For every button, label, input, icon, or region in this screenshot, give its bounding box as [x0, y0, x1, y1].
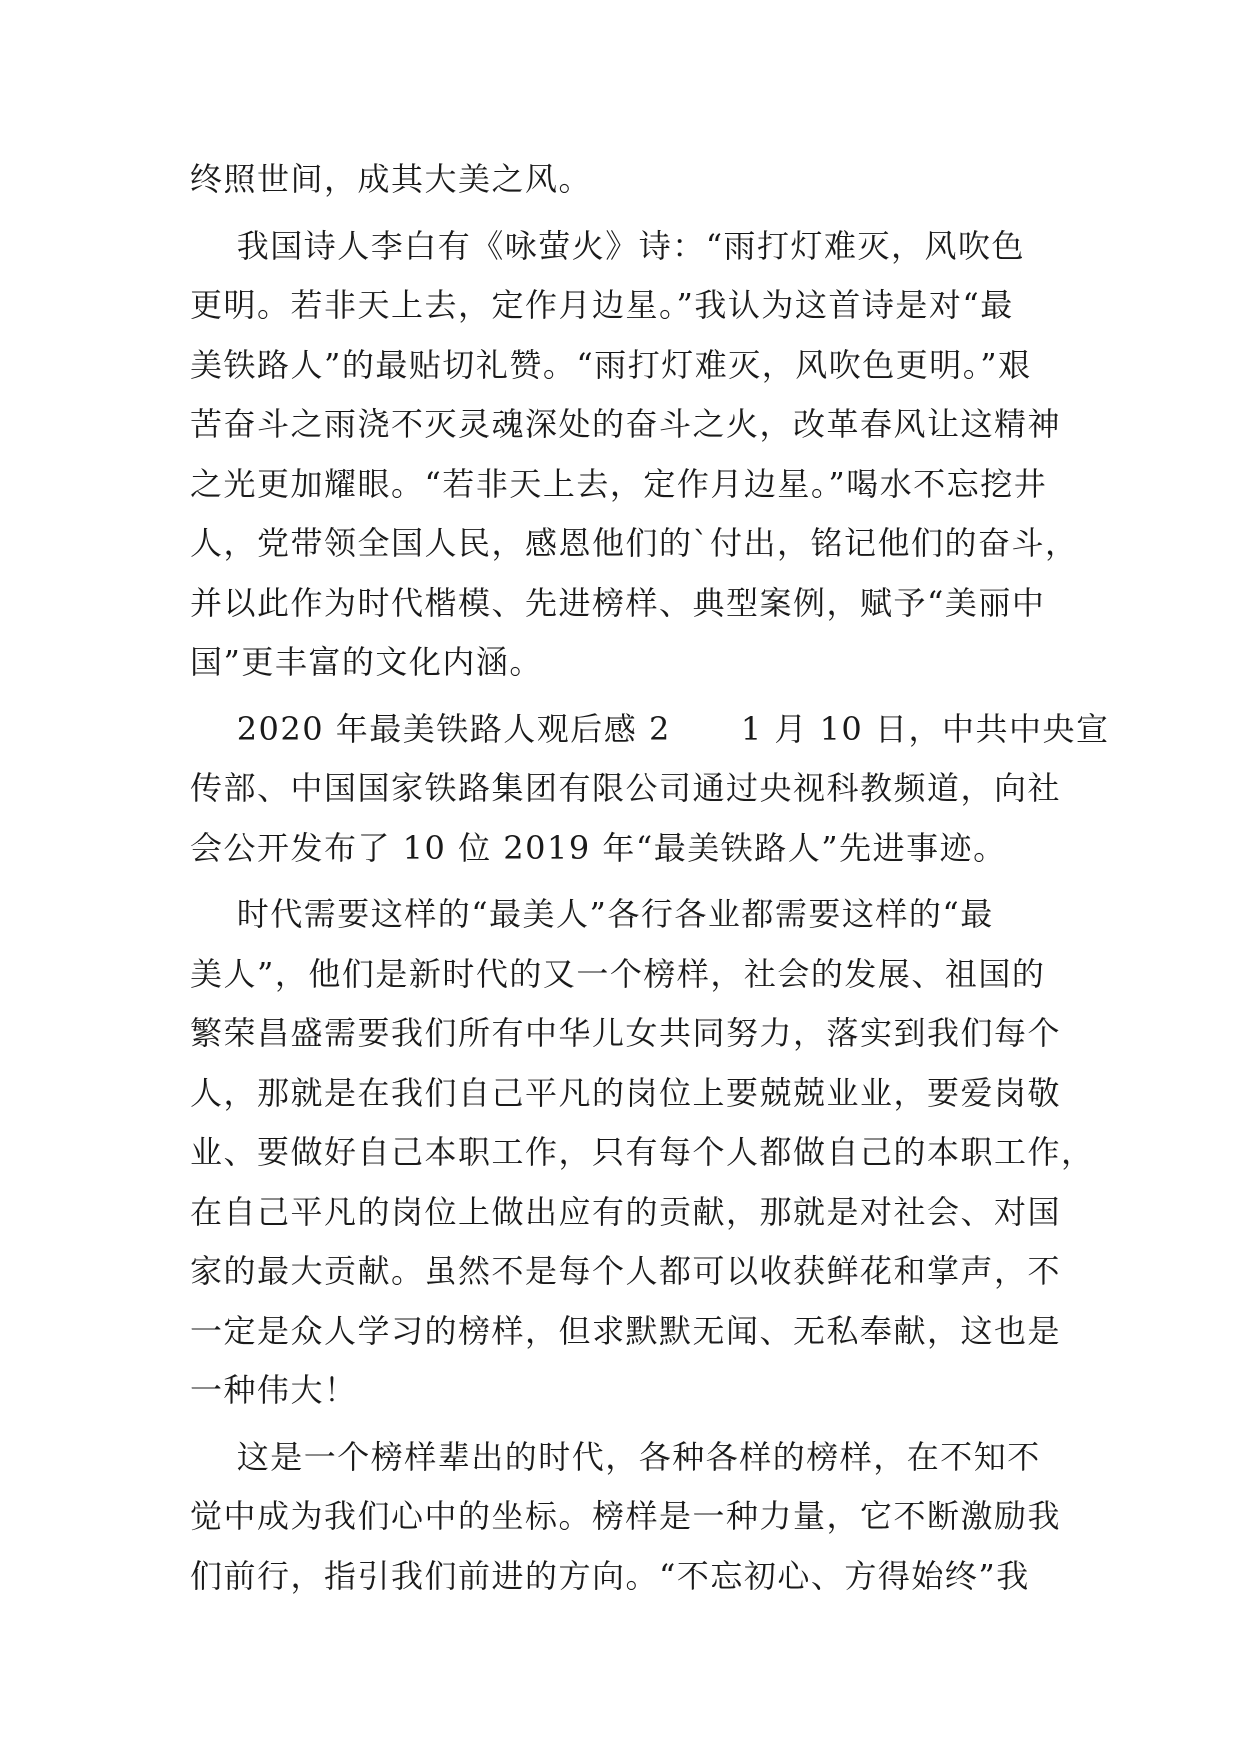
text-line: 一种伟大！: [190, 1371, 358, 1409]
text-line: 传部、中国国家铁路集团有限公司通过央视科教频道，向社: [190, 769, 1062, 807]
text-line: 美铁路人”的最贴切礼赞。“雨打灯难灭，风吹色更明。”艰: [190, 345, 1032, 384]
text-line: 苦奋斗之雨浇不灭灵魂深处的奋斗之火，改革春风让这精神: [190, 405, 1062, 443]
text-line: 会公开发布了 10 位 2019 年“最美铁路人”先进事迹。: [190, 828, 1007, 867]
paragraph-4: [190, 885, 1095, 1421]
text-line: 繁荣昌盛需要我们所有中华儿女共同努力，落实到我们每个: [190, 1014, 1062, 1052]
text-line: 国”更丰富的文化内涵。: [190, 643, 543, 681]
text-line: 家的最大贡献。虽然不是每个人都可以收获鲜花和掌声，不: [190, 1252, 1062, 1290]
text-line: 更明。若非天上去，定作月边星。”我认为这首诗是对“最: [190, 286, 1014, 324]
text-line: 人，那就是在我们自己平凡的岗位上要兢兢业业，要爱岗敬: [190, 1073, 1062, 1112]
text-line: 终照世间，成其大美之风。: [190, 160, 593, 198]
text-line: 在自己平凡的岗位上做出应有的贡献，那就是对社会、对国: [190, 1192, 1062, 1231]
text-line: 并以此作为时代楷模、先进榜样、典型案例，赋予“美丽中: [190, 583, 1046, 622]
text-line: 一定是众人学习的榜样，但求默默无闻、无私奉献，这也是: [190, 1311, 1062, 1350]
text-line: 觉中成为我们心中的坐标。榜样是一种力量，它不断激励我: [190, 1497, 1062, 1535]
text-line: 人，党带领全国人民，感恩他们的`付出，铭记他们的奋斗，: [190, 524, 1079, 562]
text-line: 们前行，指引我们前进的方向。“不忘初心、方得始终”我: [190, 1556, 1030, 1595]
text-line: 业、要做好自己本职工作，只有每个人都做自己的本职工作，: [190, 1133, 1095, 1171]
text-line: 之光更加耀眼。“若非天上去，定作月边星。”喝水不忘挖井: [190, 464, 1048, 503]
text-line: 这是一个榜样辈出的时代，各种各样的榜样，在不知不: [190, 1437, 1041, 1476]
text-line: 时代需要这样的“最美人”各行各业都需要这样的“最: [190, 895, 994, 933]
paragraph-5: [190, 1428, 1062, 1607]
paragraph-2: [190, 217, 1079, 693]
paragraph-1: [190, 150, 1050, 210]
paragraph-3: [190, 700, 1110, 879]
text-line: 我国诗人李白有《咏萤火》诗：“雨打灯难灭，风吹色: [190, 226, 1026, 265]
document-body: [190, 150, 1110, 1606]
text-line: 美人”，他们是新时代的又一个榜样，社会的发展、祖国的: [190, 954, 1046, 993]
text-line: 2020 年最美铁路人观后感 2 1 月 10 日，中共中央宣: [190, 709, 1110, 748]
